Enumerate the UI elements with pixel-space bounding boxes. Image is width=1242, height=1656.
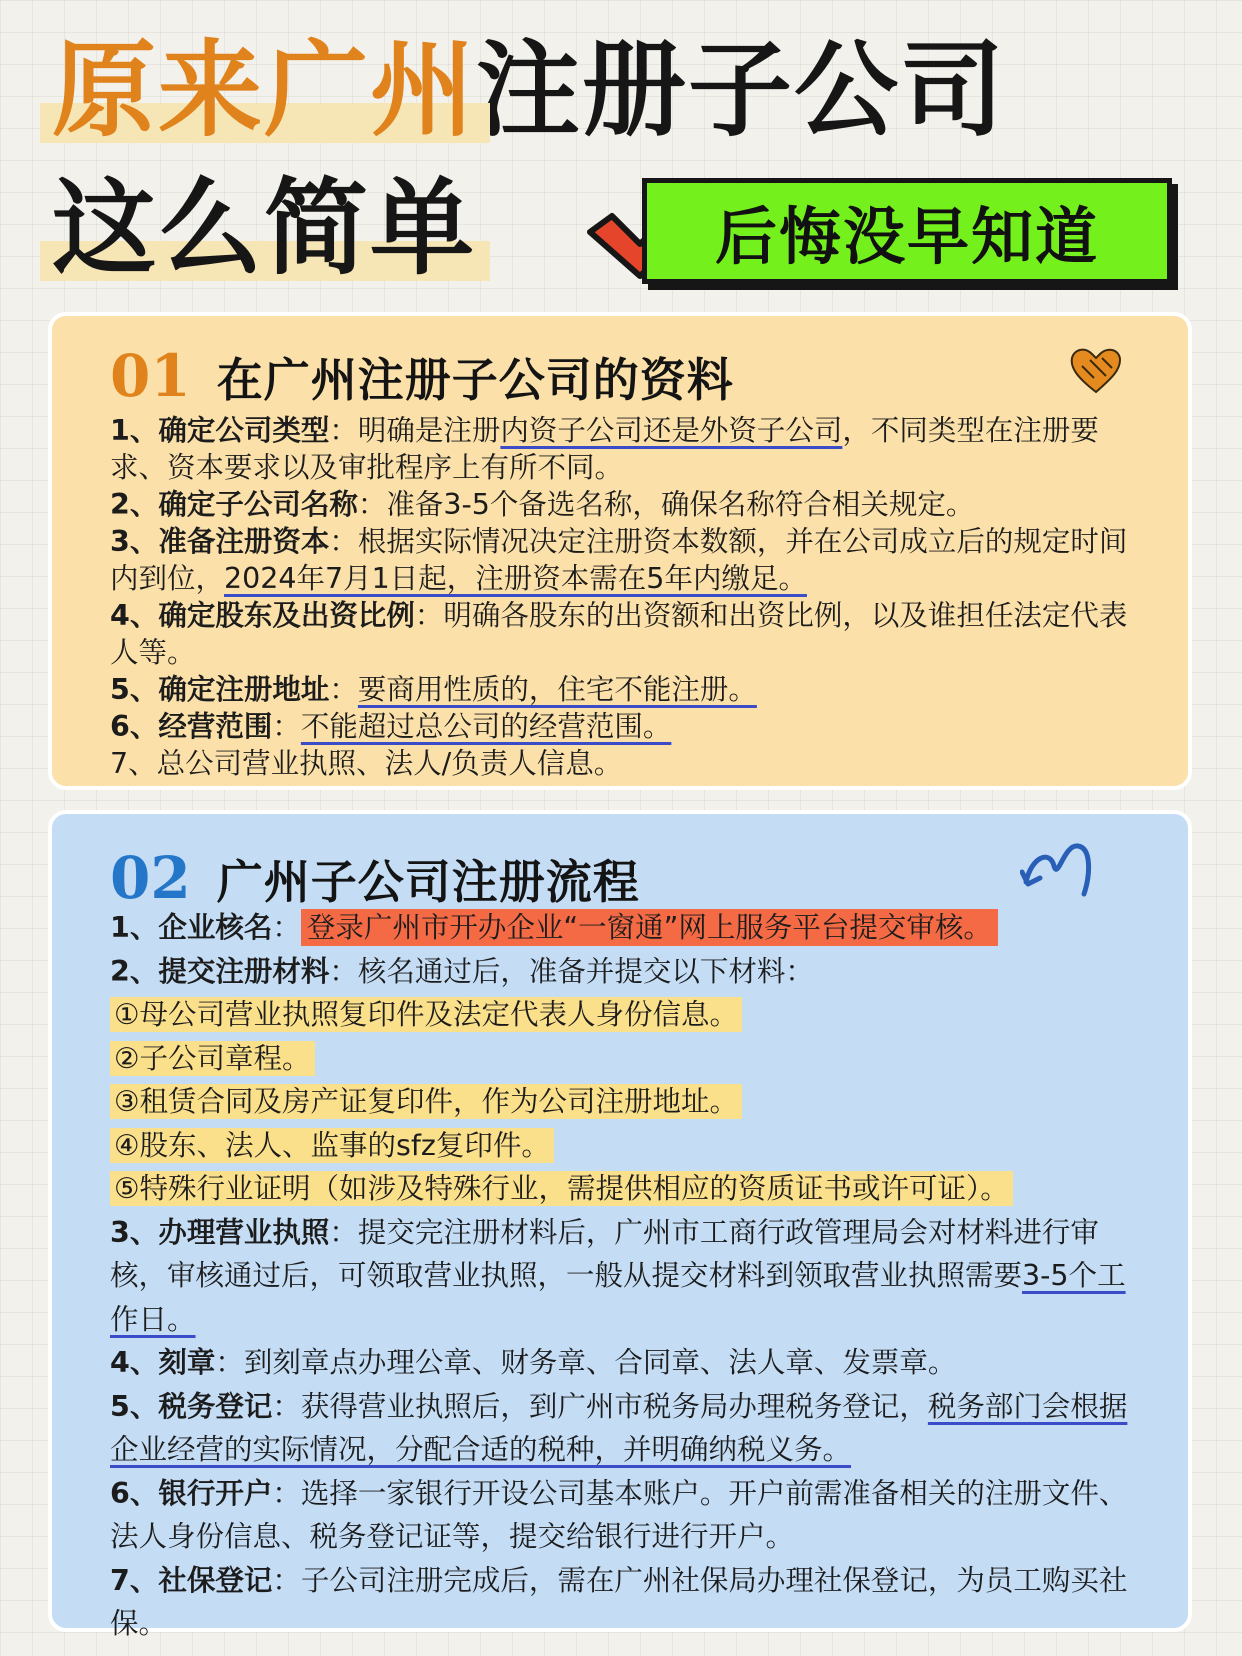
material-item: ③租赁合同及房产证复印件，作为公司注册地址。 [110, 1080, 1148, 1124]
list-item: 6、银行开户：选择一家银行开设公司基本账户。开户前需准备相关的注册文件、法人身份信息、税务登记证等，提交给银行进行开户。 [110, 1476, 1128, 1553]
slogan-badge: 后悔没早知道 [642, 178, 1172, 284]
section-process-card [48, 810, 1192, 1640]
section-1-header [110, 342, 734, 410]
list-item: 6、经营范围：不能超过总公司的经营范围。 [110, 710, 672, 743]
material-item: ①母公司营业执照复印件及法定代表人身份信息。 [110, 993, 1148, 1037]
list-item: 2、提交注册材料：核名通过后，准备并提交以下材料： [110, 954, 814, 988]
material-item: ⑤特殊行业证明（如涉及特殊行业，需提供相应的资质证书或许可证）。 [110, 1167, 1148, 1211]
list-item: 3、准备注册资本：根据实际情况决定注册资本数额，并在公司成立后的规定时间内到位，2024年7月1日起，注册资本需在5年内缴足。 [110, 525, 1128, 595]
section-2-title: 广州子公司注册流程 [216, 855, 640, 909]
list-item: 7、总公司营业执照、法人/负责人信息。 [110, 747, 623, 780]
heart-icon [1068, 346, 1124, 394]
title-line-2 [52, 168, 476, 288]
section-1-body [110, 412, 1148, 782]
section-2-header [110, 844, 640, 912]
list-item: 5、确定注册地址：要商用性质的，住宅不能注册。 [110, 673, 757, 706]
list-item: 2、确定子公司名称：准备3-5个备选名称，确保名称符合相关规定。 [110, 488, 975, 521]
list-item: 7、社保登记：子公司注册完成后，需在广州社保局办理社保登记，为员工购买社保。 [110, 1563, 1128, 1640]
list-item: 1、企业核名： 登录广州市开办企业“一窗通”网上服务平台提交审核。 [110, 906, 1148, 950]
title-highlight: 原来广州 [52, 29, 477, 151]
title-line-2-text: 这么简单 [52, 167, 477, 289]
squiggle-icon [1020, 836, 1110, 902]
material-item: ④股东、法人、监事的sfz复印件。 [110, 1124, 1148, 1168]
list-item: 4、刻章：到刻章点办理公章、财务章、合同章、法人章、发票章。 [110, 1346, 957, 1379]
section-2-body [110, 906, 1148, 1646]
section-2-number: 02 [110, 844, 191, 912]
section-materials-card [48, 312, 1192, 790]
title-rest: 注册子公司 [476, 29, 1007, 151]
list-item: 5、税务登记：获得营业执照后，到广州市税务局办理税务登记，税务部门会根据企业经营的实际情况，分配合适的税种，并明确纳税义务。 [110, 1389, 1128, 1466]
list-item: 1、确定公司类型：明确是注册内资子公司还是外资子公司，不同类型在注册要求、资本要求以及审批程序上有所不同。 [110, 414, 1099, 484]
material-item: ②子公司章程。 [110, 1037, 1148, 1081]
list-item: 3、办理营业执照：提交完注册材料后，广州市工商行政管理局会对材料进行审核，审核通过后，可领取营业执照，一般从提交材料到领取营业执照需要3-5个工作日。 [110, 1215, 1126, 1336]
title-line-1 [52, 30, 1006, 150]
section-1-title: 在广州注册子公司的资料 [216, 353, 734, 407]
section-1-number: 01 [110, 342, 191, 410]
list-item: 4、确定股东及出资比例：明确各股东的出资额和出资比例，以及谁担任法定代表人等。 [110, 599, 1128, 669]
